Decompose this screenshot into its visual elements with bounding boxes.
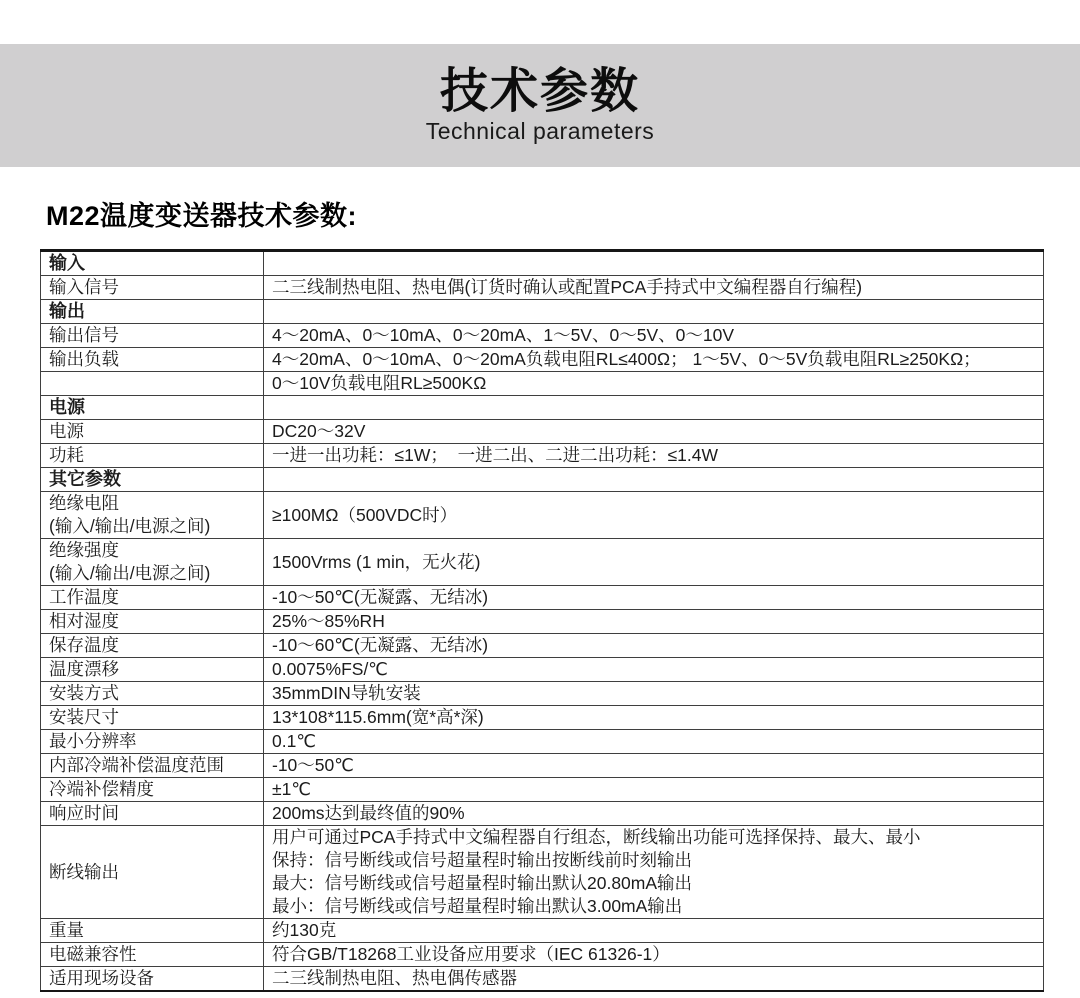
param-value-cell (264, 778, 1044, 802)
table-row (41, 826, 1044, 919)
cell-line: (输入/输出/电源之间) (49, 516, 211, 536)
param-value-cell (264, 586, 1044, 610)
cell-line: 符合GB/T18268工业设备应用要求（IEC 61326-1） (272, 944, 670, 964)
cell-line: 冷端补偿精度 (49, 779, 154, 799)
param-value-cell (264, 492, 1044, 539)
cell-line: -10～50℃(无凝露、无结冰) (272, 587, 489, 607)
param-value-cell (264, 468, 1044, 492)
table-row (41, 396, 1044, 420)
table-row (41, 919, 1044, 943)
param-value-cell (264, 324, 1044, 348)
param-name-cell (41, 802, 264, 826)
table-row (41, 586, 1044, 610)
table-row (41, 444, 1044, 468)
table-row (41, 802, 1044, 826)
table-row (41, 754, 1044, 778)
param-value-cell (264, 539, 1044, 586)
table-row (41, 324, 1044, 348)
param-value-cell (264, 943, 1044, 967)
cell-line: DC20～32V (272, 421, 366, 441)
cell-line: 13*108*115.6mm(宽*高*深) (272, 707, 484, 727)
table-row (41, 372, 1044, 396)
cell-line: 安装尺寸 (49, 707, 119, 727)
param-name-cell (41, 372, 264, 396)
cell-line: 0～10V负载电阻RL≥500KΩ (272, 373, 487, 393)
cell-line: 安装方式 (49, 683, 119, 703)
cell-line: 35mmDIN导轨安装 (272, 683, 421, 703)
param-value-cell (264, 826, 1044, 919)
param-value-cell (264, 300, 1044, 324)
cell-line: ±1℃ (272, 779, 311, 799)
cell-line: 电源 (49, 421, 84, 441)
param-name-cell (41, 706, 264, 730)
cell-line: 0.0075%FS/℃ (272, 659, 388, 679)
cell-line: 200ms达到最终值的90% (272, 803, 465, 823)
param-name-cell (41, 539, 264, 586)
cell-line: 输入信号 (49, 277, 119, 297)
param-value-cell (264, 372, 1044, 396)
param-value-cell (264, 706, 1044, 730)
table-row (41, 634, 1044, 658)
param-name-cell (41, 682, 264, 706)
param-name-cell (41, 324, 264, 348)
param-value-cell (264, 658, 1044, 682)
banner-subtitle: Technical parameters (425, 118, 655, 145)
param-name-cell (41, 634, 264, 658)
param-name-cell (41, 348, 264, 372)
cell-line: 电源 (49, 397, 85, 417)
cell-line: 内部冷端补偿温度范围 (49, 755, 224, 775)
table-row (41, 943, 1044, 967)
cell-line: (输入/输出/电源之间) (49, 563, 211, 583)
table-row (41, 276, 1044, 300)
param-value-cell (264, 420, 1044, 444)
cell-line: 响应时间 (49, 803, 119, 823)
param-name-cell (41, 610, 264, 634)
cell-line: 输出信号 (49, 325, 119, 345)
cell-line: 断线输出 (49, 861, 119, 882)
cell-line: 电磁兼容性 (49, 944, 137, 964)
cell-line: 输出 (49, 301, 85, 321)
param-value-cell (264, 682, 1044, 706)
param-name-cell (41, 967, 264, 992)
cell-line: 功耗 (49, 445, 84, 465)
param-name-cell (41, 396, 264, 420)
param-value-cell (264, 802, 1044, 826)
table-row (41, 492, 1044, 539)
param-name-cell (41, 300, 264, 324)
param-value-cell (264, 634, 1044, 658)
cell-line: 4～20mA、0～10mA、0～20mA、1～5V、0～5V、0～10V (272, 325, 734, 345)
param-name-cell (41, 754, 264, 778)
cell-line: 保持：信号断线或信号超量程时输出按断线前时刻输出 (272, 850, 692, 870)
param-value-cell (264, 754, 1044, 778)
cell-line: 最大：信号断线或信号超量程时输出默认20.80mA输出 (272, 873, 693, 893)
cell-line: -10～50℃ (272, 755, 354, 775)
param-value-cell (264, 967, 1044, 992)
spec-table-body (41, 251, 1044, 992)
cell-line: 二三线制热电阻、热电偶(订货时确认或配置PCA手持式中文编程器自行编程) (272, 277, 863, 297)
cell-line: 4～20mA、0～10mA、0～20mA负载电阻RL≤400Ω； 1～5V、0～5V负载电阻RL≥250KΩ； (272, 349, 981, 369)
cell-line: 适用现场设备 (49, 968, 154, 988)
param-value-cell (264, 251, 1044, 276)
banner-title: 技术参数 (439, 64, 640, 118)
cell-line: 工作温度 (49, 587, 119, 607)
param-value-cell (264, 730, 1044, 754)
table-row (41, 658, 1044, 682)
cell-line: 其它参数 (49, 469, 121, 489)
cell-line: 最小：信号断线或信号超量程时输出默认3.00mA输出 (272, 896, 683, 916)
param-value-cell (264, 610, 1044, 634)
cell-line: 1500Vrms (1 min，无火花) (272, 551, 481, 572)
cell-line: 绝缘强度 (49, 540, 119, 560)
cell-line: 约130克 (272, 920, 337, 940)
table-row (41, 610, 1044, 634)
param-name-cell (41, 468, 264, 492)
param-name-cell (41, 826, 264, 919)
param-value-cell (264, 396, 1044, 420)
param-value-cell (264, 444, 1044, 468)
param-name-cell (41, 492, 264, 539)
cell-line: 二三线制热电阻、热电偶传感器 (272, 968, 517, 988)
param-name-cell (41, 730, 264, 754)
param-name-cell (41, 919, 264, 943)
cell-line: 用户可通过PCA手持式中文编程器自行组态，断线输出功能可选择保持、最大、最小 (272, 827, 921, 847)
cell-line: 相对湿度 (49, 611, 119, 631)
param-name-cell (41, 420, 264, 444)
cell-line: 重量 (49, 920, 84, 940)
table-row (41, 730, 1044, 754)
cell-line: -10～60℃(无凝露、无结冰) (272, 635, 489, 655)
param-name-cell (41, 658, 264, 682)
param-name-cell (41, 251, 264, 276)
param-value-cell (264, 348, 1044, 372)
cell-line: ≥100MΩ（500VDC时） (272, 504, 458, 525)
spec-table (40, 249, 1044, 992)
cell-line: 25%～85%RH (272, 611, 385, 631)
param-name-cell (41, 778, 264, 802)
param-name-cell (41, 276, 264, 300)
cell-line: 绝缘电阻 (49, 493, 119, 513)
cell-line: 最小分辨率 (49, 731, 137, 751)
cell-line: 一进一出功耗：≤1W； 一进二出、二进二出功耗：≤1.4W (272, 445, 719, 465)
table-row (41, 348, 1044, 372)
table-row (41, 682, 1044, 706)
param-name-cell (41, 444, 264, 468)
table-row (41, 300, 1044, 324)
cell-line: 输入 (49, 253, 85, 273)
cell-line: 温度漂移 (49, 659, 119, 679)
section-heading: M22温度变送器技术参数: (46, 201, 358, 231)
table-row (41, 778, 1044, 802)
table-row (41, 706, 1044, 730)
banner (0, 44, 1080, 167)
table-row (41, 420, 1044, 444)
cell-line: 保存温度 (49, 635, 119, 655)
param-value-cell (264, 919, 1044, 943)
param-name-cell (41, 943, 264, 967)
cell-line: 输出负载 (49, 349, 119, 369)
table-row (41, 539, 1044, 586)
param-value-cell (264, 276, 1044, 300)
param-name-cell (41, 586, 264, 610)
cell-line: 0.1℃ (272, 731, 316, 751)
table-row (41, 251, 1044, 276)
table-row (41, 967, 1044, 992)
table-row (41, 468, 1044, 492)
